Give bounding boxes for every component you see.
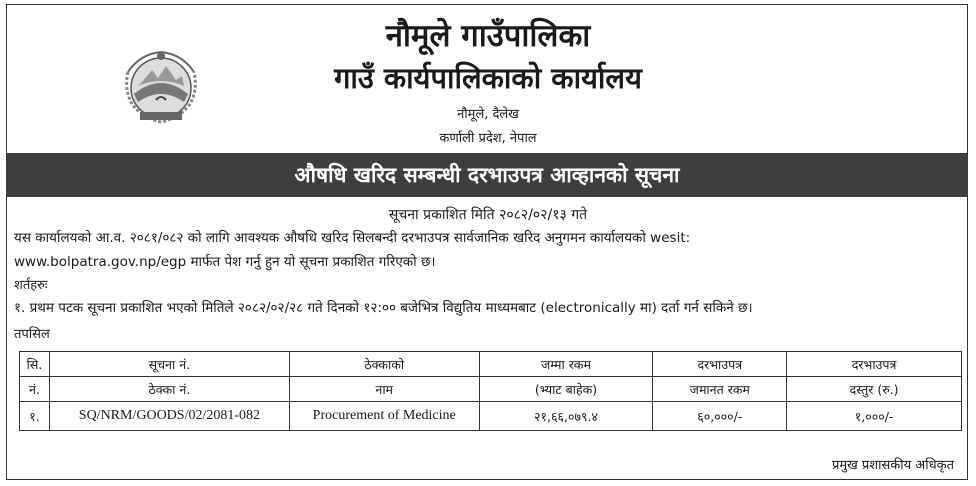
serial-number-cell: १. [20,402,50,431]
table-header-row [20,377,962,402]
header-cell: (भ्याट बाहेक) [479,377,653,402]
amount-cell: २१,६६,०७९.४ [479,402,653,431]
office-name-line2: गाउँ कार्यपालिकाको कार्यालय [334,61,642,95]
address-line1: नौमूले, दैलेख [457,107,519,122]
table-row [20,402,962,431]
header-cell: सि. [20,352,50,377]
header-cell: दस्तुर (रु.) [787,377,962,402]
contract-name-cell: Procurement of Medicine [289,402,479,431]
office-name-line1: नौमूले गाउँपालिका [385,18,591,54]
table-header-row [20,352,962,377]
conditions-heading: शर्तहरुः [14,278,48,293]
notice-paragraph-line2: www.bolpatra.gov.np/egp मार्फत पेश गर्नु हुन यो सूचना प्रकाशित गरिएको छ। [14,254,436,270]
header-cell: ठेक्का नं. [49,377,289,402]
condition-item-1: १. प्रथम पटक सूचना प्रकाशित भएको मितिले २०८२/०२/२८ गते दिनको १२:०० बजेभित्र विद्युतिय माध्यमबाट (electronically मा) दर्ता गर्न सकिने छ। [14,300,753,316]
notice-title-banner: औषधि खरिद सम्बन्धी दरभाउपत्र आव्हानको सूचना [6,153,968,197]
notice-paragraph-line1: यस कार्यालयको आ.व. २०८१/०८२ को लागि आवश्यक औषधि खरिद सिलबन्दी दरभाउपत्र सार्वजानिक खरिद अनुगमन कार्यालयको wesit: [14,230,691,246]
signatory-title: प्रमुख प्रशासकीय अधिकृत [831,458,954,473]
tender-table [19,351,962,431]
address-line2: कर्णाली प्रदेश, नेपाल [439,131,537,146]
header-cell: ठेक्काको [289,352,479,377]
header-cell: नाम [289,377,479,402]
details-heading: तपसिल [14,327,50,342]
bid-fee-cell: १,०००/- [787,402,962,431]
bid-security-cell: ६०,०००/- [653,402,787,431]
header-cell: दरभाउपत्र [787,352,962,377]
header-cell: दरभाउपत्र [653,352,787,377]
header-cell: जम्मा रकम [479,352,653,377]
contract-number-cell: SQ/NRM/GOODS/02/2081-082 [49,402,289,431]
header-cell: जमानत रकम [653,377,787,402]
published-date: सूचना प्रकाशित मिति २०८२/०२/१३ गते [388,207,588,223]
header-cell: नं. [20,377,50,402]
header-cell: सूचना नं. [49,352,289,377]
